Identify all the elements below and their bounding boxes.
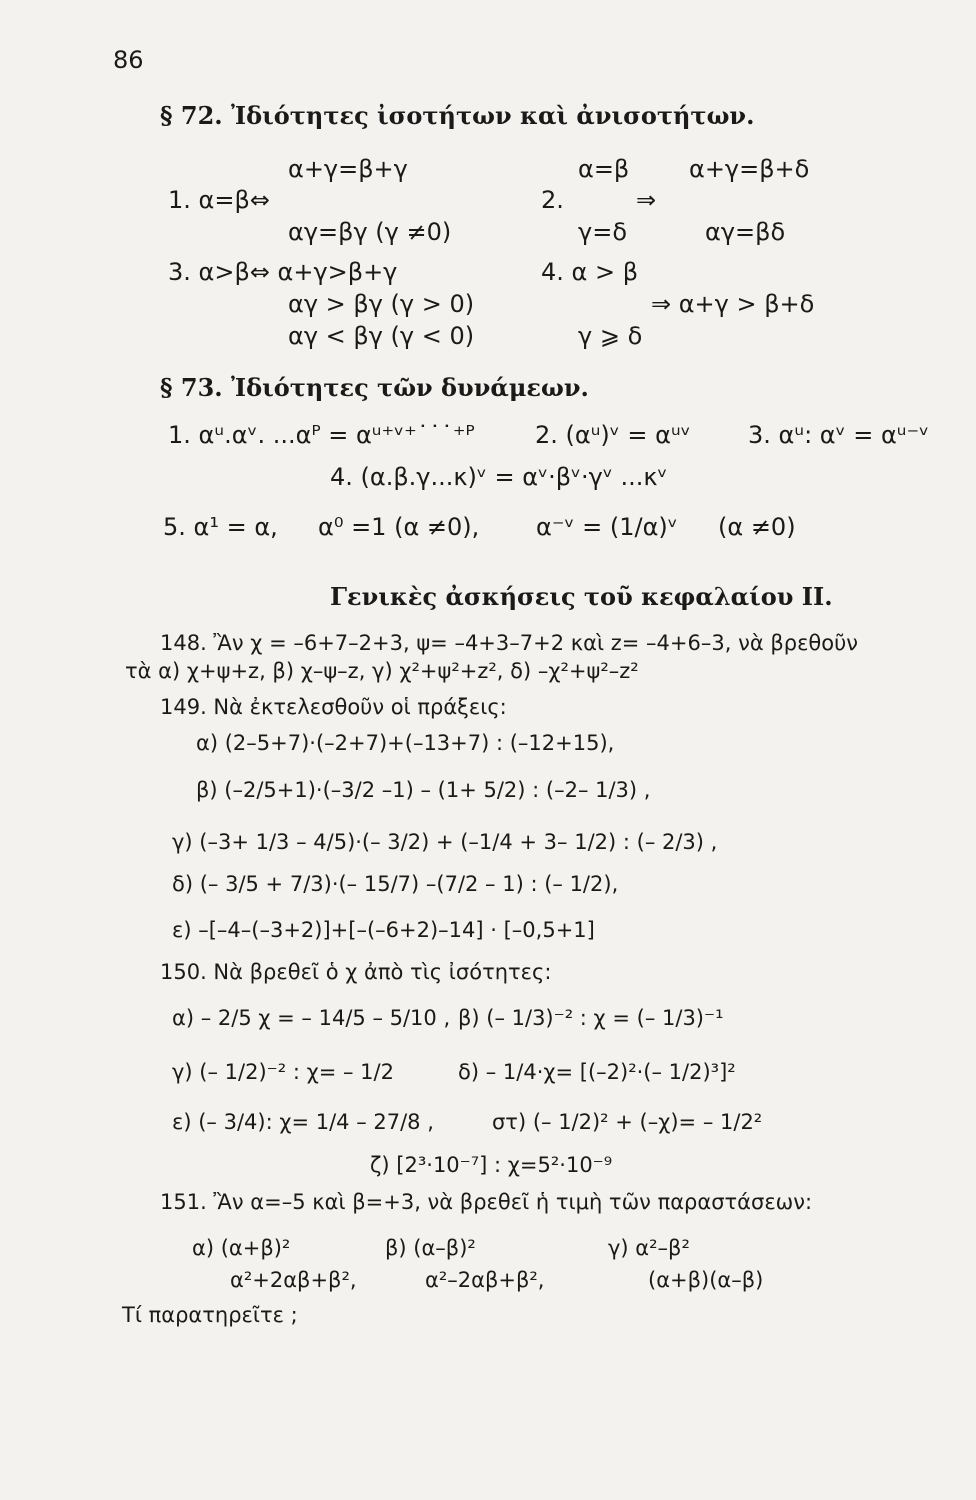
power-rule-4: 4. (α.β.γ...κ)ᵛ = αᵛ·βᵛ·γᵛ ...κᵛ xyxy=(330,463,668,491)
exercise-150-e: ε) (– 3/4): χ= 1/4 – 27/8 , xyxy=(172,1110,434,1134)
exercise-151-a: α) (α+β)² xyxy=(192,1236,291,1260)
prop2-top: α=β xyxy=(578,155,630,183)
prop1-line-a: α+γ=β+γ xyxy=(288,155,408,183)
exercise-149-c: γ) (–3+ 1/3 – 4/5)·(– 3/2) + (–1/4 + 3– 1/2) : (– 2/3) , xyxy=(172,830,718,854)
exercise-151-b: β) (α–β)² xyxy=(385,1236,476,1260)
prop3-line-b: αγ > βγ (γ > 0) xyxy=(288,290,475,318)
question-text: Τί παρατηρεῖτε ; xyxy=(122,1303,298,1327)
prop4-bottom: γ ⩾ δ xyxy=(578,322,643,350)
power-rule-5c: α⁻ᵛ = (1/α)ᵛ xyxy=(536,513,678,541)
exercises-heading: Γενικὲς ἀσκήσεις τοῦ κεφαλαίου ΙΙ. xyxy=(330,582,833,611)
page-number: 86 xyxy=(113,46,144,74)
exercise-148-line-1: 148. Ἂν χ = –6+7–2+3, ψ= –4+3–7+2 καὶ z= –4+6–3, νὰ βρεθοῦν xyxy=(160,631,858,655)
power-rule-1: 1. αᵘ.αᵛ. ...αᴾ = αᵘ⁺ᵛ⁺˙˙˙⁺ᴾ xyxy=(168,421,475,449)
exercise-151-intro: 151. Ἂν α=–5 καὶ β=+3, νὰ βρεθεῖ ἡ τιμὴ τῶν παραστάσεων: xyxy=(160,1190,813,1214)
prop2-arrow: ⇒ xyxy=(636,186,657,214)
power-rule-5a: 5. α¹ = α, xyxy=(163,513,278,541)
section-72-heading: § 72. Ἰδιότητες ἰσοτήτων καὶ ἀνισοτήτων. xyxy=(160,101,755,130)
power-rule-3: 3. αᵘ: αᵛ = αᵘ⁻ᵛ xyxy=(748,421,930,449)
prop1-line-b: αγ=βγ (γ ≠0) xyxy=(288,218,452,246)
exercise-149-d: δ) (– 3/5 + 7/3)·(– 15/7) –(7/2 – 1) : (– 1/2), xyxy=(172,872,619,896)
prop2-bottom-right: αγ=βδ xyxy=(705,218,786,246)
prop4-label: 4. α > β xyxy=(541,258,639,286)
power-rule-5d: (α ≠0) xyxy=(718,513,796,541)
exercise-150-a: α) – 2/5 χ = – 14/5 – 5/10 , xyxy=(172,1006,451,1030)
prop2-bottom: γ=δ xyxy=(578,218,627,246)
exercise-149-a: α) (2–5+7)·(–2+7)+(–13+7) : (–12+15), xyxy=(196,731,615,755)
exercise-150-c: γ) (– 1/2)⁻² : χ= – 1/2 xyxy=(172,1060,394,1084)
exercise-150-st: στ) (– 1/2)² + (–χ)= – 1/2² xyxy=(492,1110,763,1134)
power-rule-5b: α⁰ =1 (α ≠0), xyxy=(318,513,480,541)
power-rule-2: 2. (αᵘ)ᵛ = αᵘᵛ xyxy=(535,421,691,449)
exercise-148-line-2: τὰ α) χ+ψ+z, β) χ–ψ–z, γ) χ²+ψ²+z², δ) –χ²+ψ²–z² xyxy=(125,659,639,683)
exercise-149-b: β) (–2/5+1)·(–3/2 –1) – (1+ 5/2) : (–2– 1/3) , xyxy=(196,778,651,802)
exercise-150-z: ζ) [2³·10⁻⁷] : χ=5²·10⁻⁹ xyxy=(370,1153,613,1177)
prop3-line-c: αγ < βγ (γ < 0) xyxy=(288,322,475,350)
prop2-top-right: α+γ=β+δ xyxy=(689,155,810,183)
exercise-151-a-expansion: α²+2αβ+β², xyxy=(230,1268,357,1292)
prop1-label: 1. α=β⇔ xyxy=(168,186,270,214)
exercise-150-b: β) (– 1/3)⁻² : χ = (– 1/3)⁻¹ xyxy=(458,1006,724,1030)
prop3-line-a: 3. α>β⇔ α+γ>β+γ xyxy=(168,258,398,286)
exercise-151-b-expansion: α²–2αβ+β², xyxy=(425,1268,545,1292)
exercise-151-c: γ) α²–β² xyxy=(608,1236,690,1260)
exercise-149-e: ε) –[–4–(–3+2)]+[–(–6+2)–14] · [–0,5+1] xyxy=(172,918,595,942)
exercise-150-intro: 150. Νὰ βρεθεῖ ὁ χ ἀπὸ τὶς ἰσότητες: xyxy=(160,960,552,984)
exercise-151-c-expansion: (α+β)(α–β) xyxy=(648,1268,764,1292)
exercise-149-intro: 149. Νὰ ἐκτελεσθοῦν οἱ πράξεις: xyxy=(160,695,507,719)
prop4-arrow: ⇒ α+γ > β+δ xyxy=(651,290,815,318)
exercise-150-d: δ) – 1/4·χ= [(–2)²·(– 1/2)³]² xyxy=(458,1060,736,1084)
prop2-label: 2. xyxy=(541,186,564,214)
section-73-heading: § 73. Ἰδιότητες τῶν δυνάμεων. xyxy=(160,373,589,402)
